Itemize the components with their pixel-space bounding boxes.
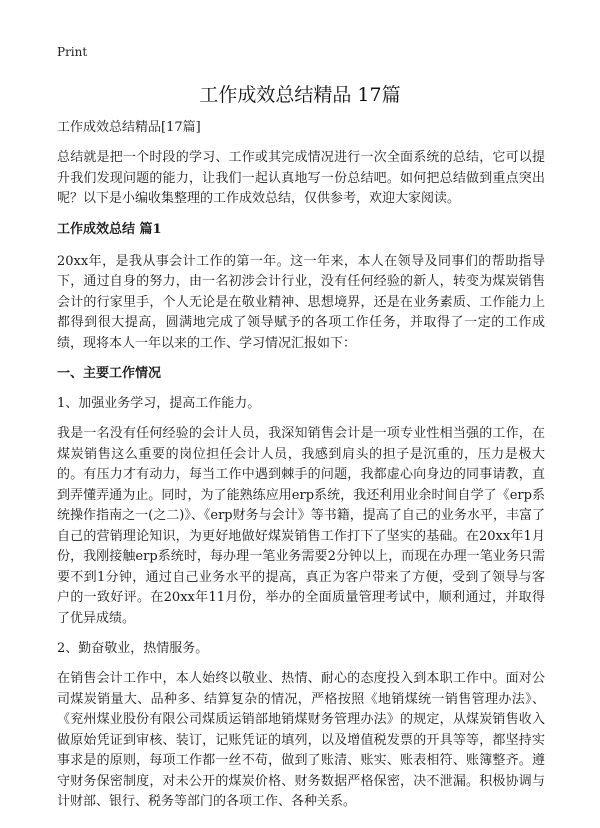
document-subtitle: 工作成效总结精品[17篇] [57, 120, 201, 135]
print-label: Print [57, 45, 88, 59]
intro-paragraph: 总结就是把一个时段的学习、工作或其完成情况进行一次全面系统的总结，它可以提升我们发现问题的能力，让我们一起认真地写一份总结吧。如何把总结做到重点突出呢？以下是小编收集整理的工作成效总结，仅供参考，欢迎大家阅读。 [57, 150, 545, 206]
section-heading: 工作成效总结 篇1 [57, 221, 162, 237]
item-paragraph-1: 我是一名没有任何经验的会计人员，我深知销售会计是一项专业性相当强的工作，在煤炭销售这么重要的岗位担任会计人员，我感到肩头的担子是沉重的，压力是极大的。有压力才有动力，每当工作中遇到棘手的问题，我都虚心向身边的同事请教，直到弄懂弄通为止。同时，为了能熟练应用erp系统，我还利用业余时间自学了《erp系统操作指南之一(之二)》、《erp财务与会计》等书籍，提高了自己的业务水平，丰富了自己的营销理论知识，为更好地做好煤炭销售工作打下了坚实的基础。在20xx年1月份，我刚接触erp系统时，每办理一笔业务需要2分钟以上，而现在办理一笔业务只需要不到1分钟，通过自己业务水平的提高，真正为客户带来了方便，受到了领导与客户的一致好评。在20xx年11月份，举办的全面质量管理考试中，顺利通过，并取得了优异成绩。 [57, 426, 545, 626]
section-paragraph: 20xx年，是我从事会计工作的第一年。这一年来，本人在领导及同事们的帮助指导下，通过自身的努力，由一名初涉会计行业，没有任何经验的新人，转变为煤炭销售会计的行家里手，个人无论是在敬业精神、思想境界，还是在业务素质、工作能力上都得到很大提高，圆满地完成了领导赋予的各项工作任务，并取得了一定的工作成绩，现将本人一年以来的工作、学习情况汇报如下： [57, 253, 545, 351]
document-body [57, 118, 545, 823]
part-heading: 一、主要工作情况 [57, 366, 162, 381]
item-paragraph-2: 在销售会计工作中，本人始终以敬业、热情、耐心的态度投入到本职工作中。面对公司煤炭销量大、品种多、结算复杂的情况，严格按照《地销煤统一销售管理办法》、《兖州煤业股份有限公司煤质运销部地销煤财务管理办法》的规定，从煤炭销售收入做原始凭证到审核、装订，记账凭证的填列，以及增值税发票的开具等等，都坚持实事求是的原则，每项工作都一丝不苟，做到了账清、账实、账表相符、账簿整齐。遵守财务保密制度，对未公开的煤炭价格、财务数据严格保密，决不泄漏。积极协调与计财部、银行、税务等部门的各项工作、各种关系。 [57, 671, 545, 809]
page-title: 工作成效总结精品 17篇 [199, 84, 401, 106]
item-heading-2: 2、勤奋敬业，热情服务。 [57, 641, 209, 656]
item-heading-1: 1、加强业务学习，提高工作能力。 [57, 396, 261, 411]
